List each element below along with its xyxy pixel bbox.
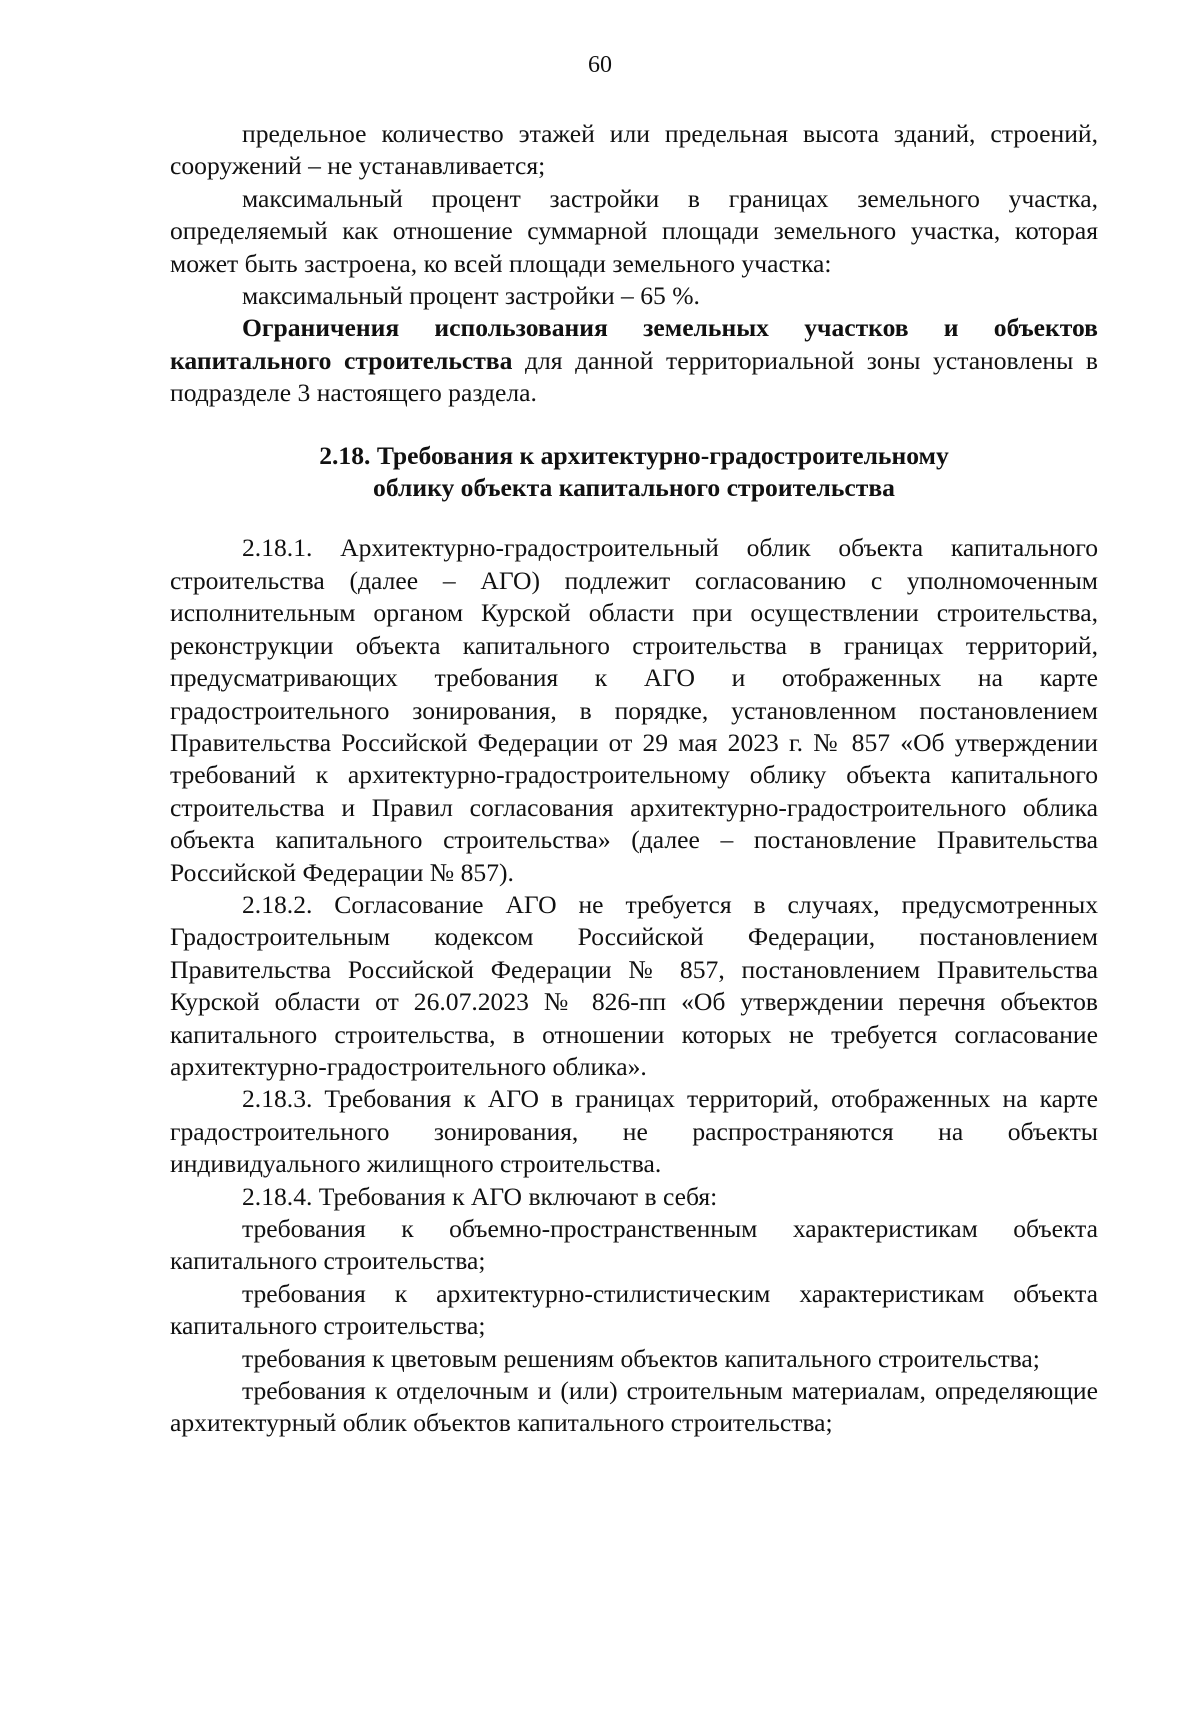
paragraph-max-floors: предельное количество этажей или предельная высота зданий, строений, сооружений – не устанавливается; [170, 119, 1098, 181]
paragraph-2-18-1: 2.18.1. Архитектурно-градостроительный облик объекта капитального строительства (далее – АГО) подлежит согласованию с уполномоченным исполнительным органом Курской области при осуществлении строительства, реконструкции объекта капитального строительства в границах территорий, предусматривающих требования к АГО и отображенных на карте градостроительного зонирования, в порядке, установленном постановлением Правительства Российской Федерации от 29 мая 2023 г. № 857 «Об утверждении требований к архитектурно-градостроительному облику объекта капитального строительства и Правил согласования архитектурно-градостроительного облика объекта капитального строительства» (далее – постановление Правительства Российской Федерации № 857). [170, 533, 1098, 887]
paragraph-2-18-2: 2.18.2. Согласование АГО не требуется в случаях, предусмотренных Градостроительным кодексом Российской Федерации, постановлением Правительства Российской Федерации № 857, постановлением Правительства Курской области от 26.07.2023 № 826-пп «Об утверждении перечня объектов капитального строительства, в отношении которых не требуется согласование архитектурно-градостроительного облика». [170, 889, 1098, 1081]
paragraph-max-coverage-definition: максимальный процент застройки в границах земельного участка, определяемый как отношение суммарной площади земельного участка, которая может быть застроена, ко всей площади земельного участка: [170, 183, 1098, 278]
restrictions-text: для данной территориальной зоны установлены в подразделе 3 настоящего раздела. [170, 345, 1098, 408]
list-item-architectural-stylistic: требования к архитектурно-стилистическим характеристикам объекта капитального строительства; [170, 1278, 1098, 1341]
list-item-volume-spatial: требования к объемно-пространственным характеристикам объекта капитального строительства; [170, 1214, 1098, 1276]
paragraph-max-coverage-value: максимальный процент застройки – 65 %. [242, 281, 700, 311]
page-number: 60 [588, 52, 612, 78]
paragraph-restrictions [170, 312, 1098, 409]
document-body [170, 118, 1098, 1440]
section-heading-line-2: облику объекта капитального строительства [373, 473, 895, 503]
restrictions-bold-text: Ограничения использования земельных участков и объектов капитального строительства [170, 313, 1098, 375]
section-heading-line-1: 2.18. Требования к архитектурно-градостроительному [319, 440, 949, 470]
list-item-finishing-materials: требования к отделочным и (или) строительным материалам, определяющие архитектурный облик объектов капитального строительства; [170, 1376, 1098, 1438]
section-heading [170, 440, 1098, 505]
list-item-color-solutions: требования к цветовым решениям объектов капитального строительства; [242, 1343, 1040, 1373]
paragraph-2-18-4: 2.18.4. Требования к АГО включают в себя: [242, 1181, 718, 1211]
paragraph-2-18-3: 2.18.3. Требования к АГО в границах территорий, отображенных на карте градостроительного зонирования, не распространяются на объекты индивидуального жилищного строительства. [170, 1084, 1098, 1179]
